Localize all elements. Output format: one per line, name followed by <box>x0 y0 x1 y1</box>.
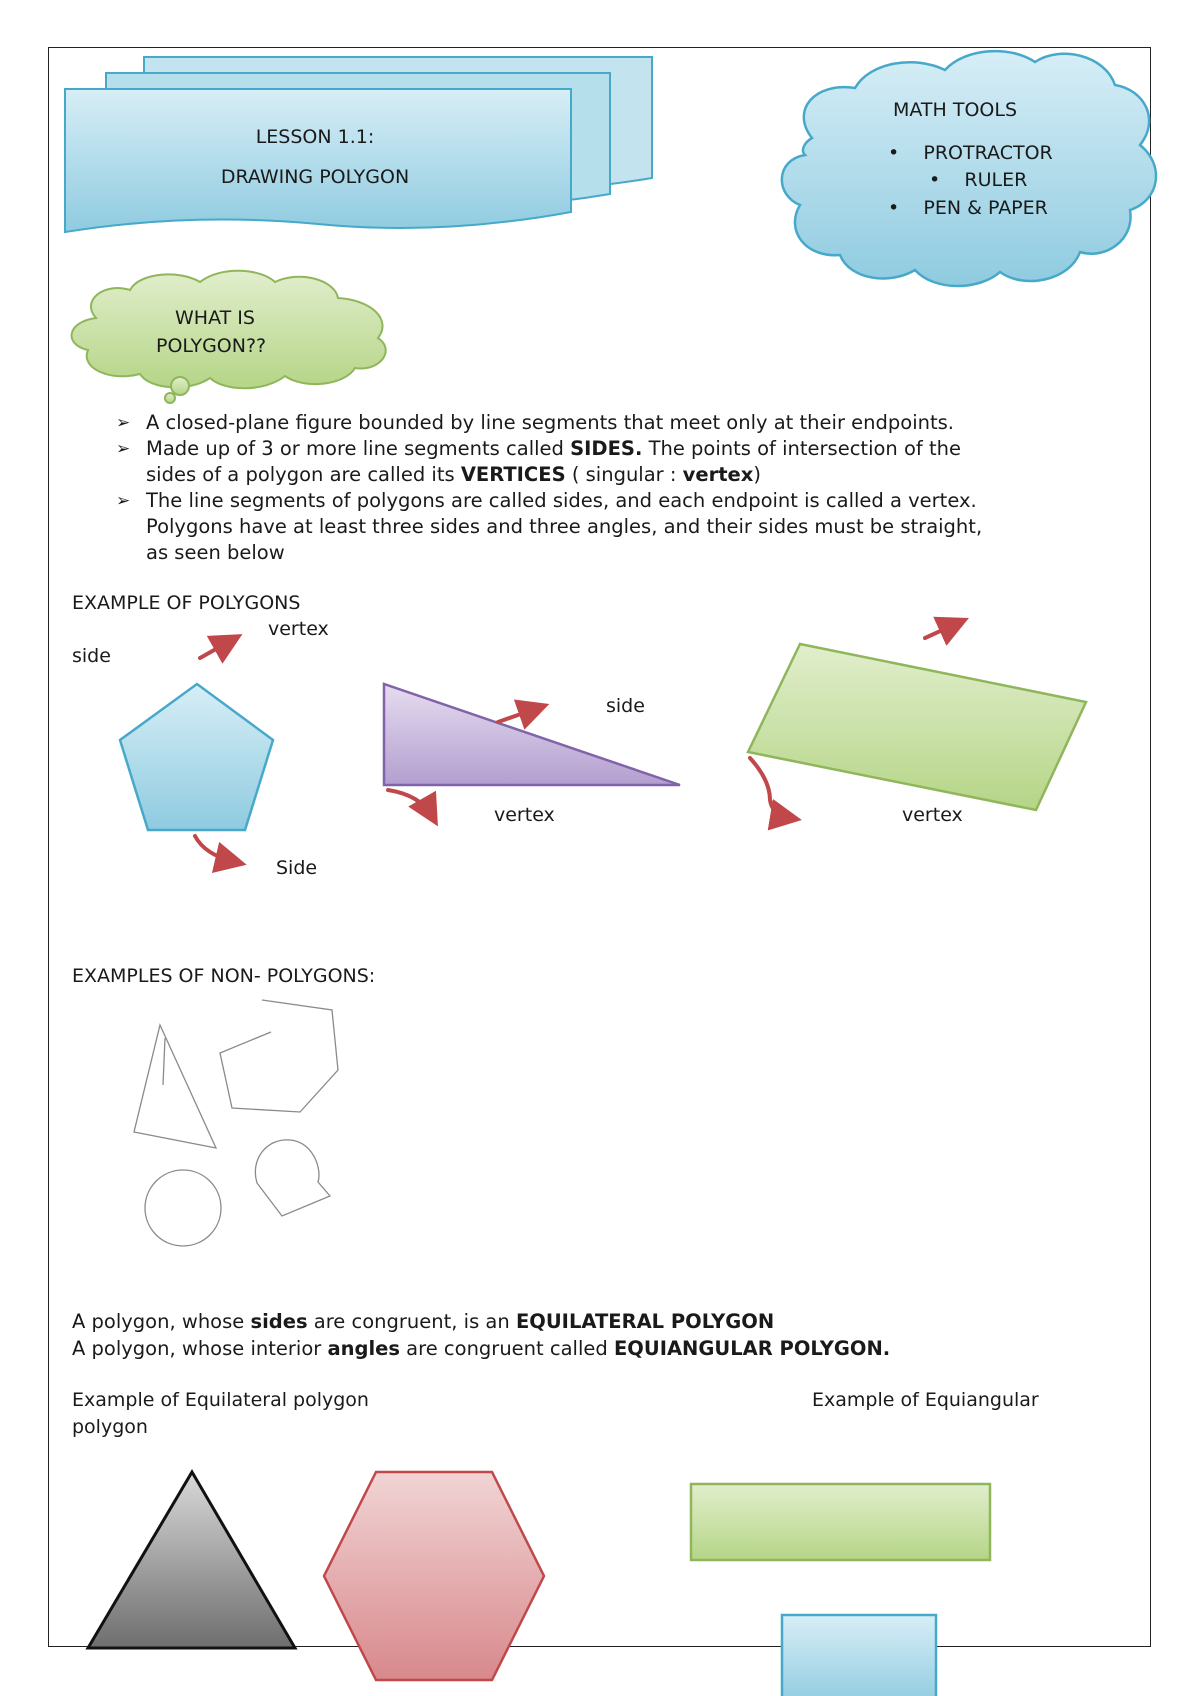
non-polygon-shapes <box>134 1000 338 1246</box>
tools-item-ruler: • RULER <box>929 169 1028 191</box>
lesson-title <box>150 126 480 188</box>
equilateral-caption-line-1: Example of Equilateral polygon <box>72 1389 369 1411</box>
arrow-bullet-icon: ➢ <box>116 439 131 459</box>
label-vertex-parallelogram: vertex <box>902 804 963 826</box>
examples-heading: EXAMPLE OF POLYGONS <box>72 592 301 614</box>
label-vertex-top: vertex <box>268 618 329 640</box>
list-item: ➢ A closed-plane figure bounded by line segments that meet only at their endpoints. <box>116 411 954 434</box>
arrow-bullet-icon: ➢ <box>116 491 131 511</box>
rectangle-shape <box>691 1484 990 1560</box>
tools-item-protractor: • PROTRACTOR <box>888 142 1053 164</box>
equilateral-triangle-shape <box>88 1472 295 1648</box>
pentagon-shape <box>120 684 273 830</box>
square-shape <box>782 1615 936 1696</box>
label-vertex-triangle: vertex <box>494 804 555 826</box>
label-side-left: side <box>72 645 111 667</box>
definition-equilateral: A polygon, whose sides are congruent, is an EQUILATERAL POLYGON <box>72 1310 775 1333</box>
label-side-triangle: side <box>606 695 645 717</box>
label-side-bottom: Side <box>276 857 318 879</box>
list-item: ➢ The line segments of polygons are called sides, and each endpoint is called a vertex. Polygons have at least three sides and three angles, and their sides must be straight, as seen below <box>116 489 983 564</box>
definition-list <box>112 410 1122 566</box>
question-line-2: POLYGON?? <box>156 335 267 357</box>
equilateral-caption-line-2: polygon <box>72 1416 148 1438</box>
parallelogram-shape <box>748 644 1086 810</box>
equiangular-caption: Example of Equiangular <box>812 1389 1039 1411</box>
list-item: ➢ Made up of 3 or more line segments called SIDES. The points of intersection of the sides of a polygon are called its VERTICES ( singular : vertex) <box>116 437 961 486</box>
lesson-number: LESSON 1.1: <box>255 126 375 148</box>
hexagon-shape <box>324 1472 544 1680</box>
tools-title: MATH TOOLS <box>893 99 1018 121</box>
non-polygons-heading: EXAMPLES OF NON- POLYGONS: <box>72 965 376 987</box>
definition-equiangular: A polygon, whose interior angles are congruent called EQUIANGULAR POLYGON. <box>72 1337 891 1360</box>
arrow-bullet-icon: ➢ <box>116 413 131 433</box>
lesson-topic: DRAWING POLYGON <box>220 166 410 188</box>
tools-item-pen-paper: • PEN & PAPER <box>888 197 1048 219</box>
question-line-1: WHAT IS <box>175 307 255 329</box>
